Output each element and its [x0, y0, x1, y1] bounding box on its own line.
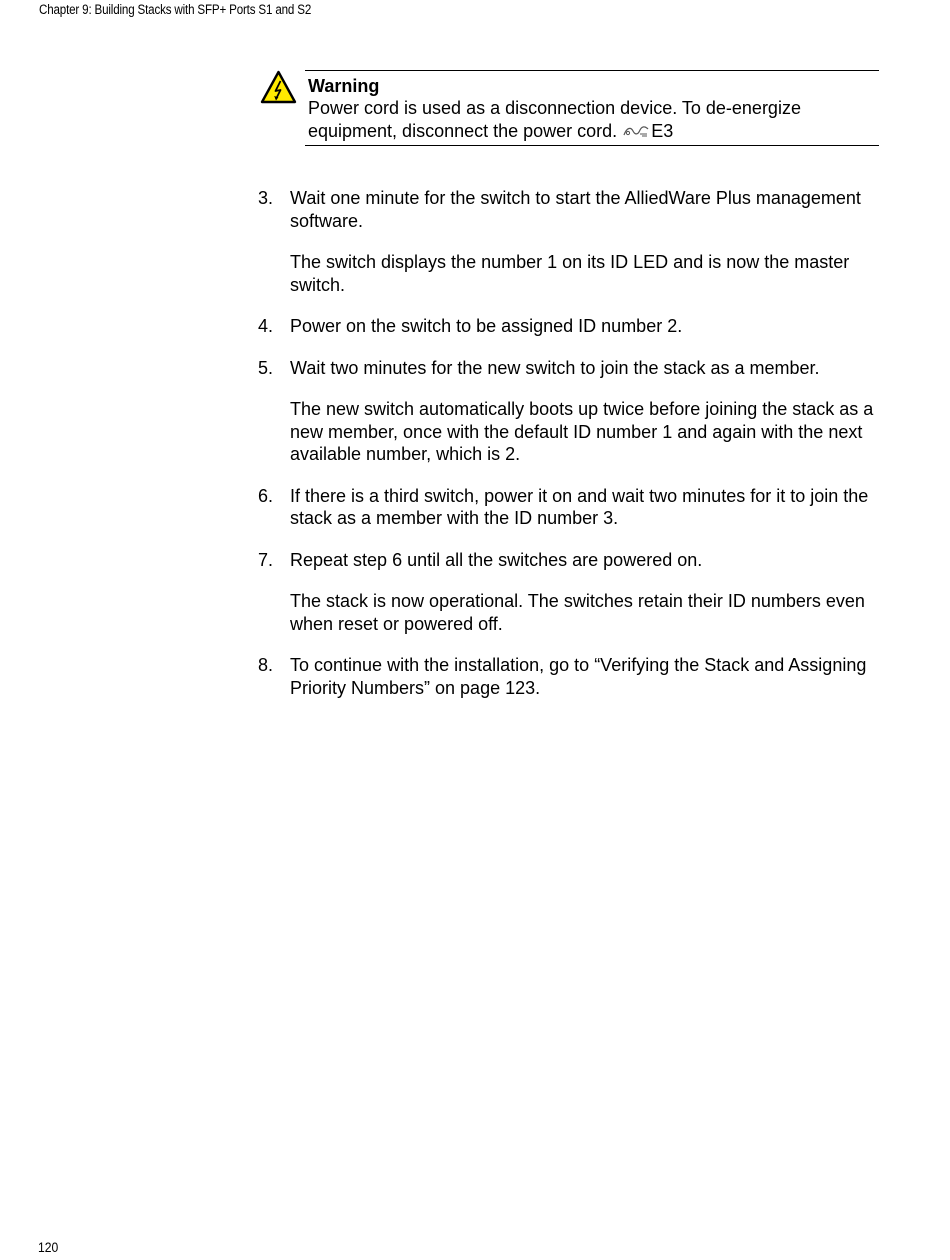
- page-number: 120: [38, 1240, 59, 1255]
- warning-reference-code: E3: [651, 121, 674, 141]
- step-text: Power on the switch to be assigned ID number 2.: [290, 316, 683, 336]
- step-note: The new switch automatically boots up twice before joining the stack as a new member, once with the default ID number 1 and again with the next available number, which is 2.: [290, 399, 874, 464]
- list-item: [258, 187, 883, 296]
- step-note: The switch displays the number 1 on its ID LED and is now the master switch.: [290, 252, 850, 295]
- step-number: 7.: [258, 549, 274, 570]
- step-number: 4.: [258, 316, 274, 336]
- cord-reference-icon: [623, 124, 649, 138]
- list-item: [258, 485, 883, 530]
- step-text: Wait two minutes for the new switch to join the stack as a member.: [290, 357, 820, 378]
- list-item: [258, 549, 883, 636]
- warning-text: Power cord is used as a disconnection device. To de-energize equipment, disconnect the power cord.: [308, 98, 801, 141]
- list-item: [258, 357, 883, 466]
- list-item: [258, 654, 883, 699]
- warning-box: [305, 70, 879, 146]
- step-number: 5.: [258, 357, 274, 378]
- electrical-hazard-warning-icon: [260, 70, 297, 104]
- list-item: [258, 315, 883, 338]
- step-text: Repeat step 6 until all the switches are powered on.: [290, 549, 703, 570]
- step-number: 6.: [258, 485, 274, 506]
- step-text: Wait one minute for the switch to start the AlliedWare Plus management software.: [290, 188, 861, 231]
- step-text: If there is a third switch, power it on and wait two minutes for it to join the stack as a member with the ID number 3.: [290, 485, 869, 528]
- warning-title: Warning: [308, 76, 380, 96]
- step-text: To continue with the installation, go to “Verifying the Stack and Assigning Priority Numbers” on page 123.: [290, 655, 867, 698]
- step-number: 8.: [258, 655, 274, 675]
- step-number: 3.: [258, 188, 274, 208]
- step-note: The stack is now operational. The switches retain their ID numbers even when reset or powered off.: [290, 591, 865, 634]
- procedure-steps: [258, 187, 883, 718]
- warning-text-block: [308, 97, 879, 143]
- running-header: Chapter 9: Building Stacks with SFP+ Ports S1 and S2: [39, 2, 312, 17]
